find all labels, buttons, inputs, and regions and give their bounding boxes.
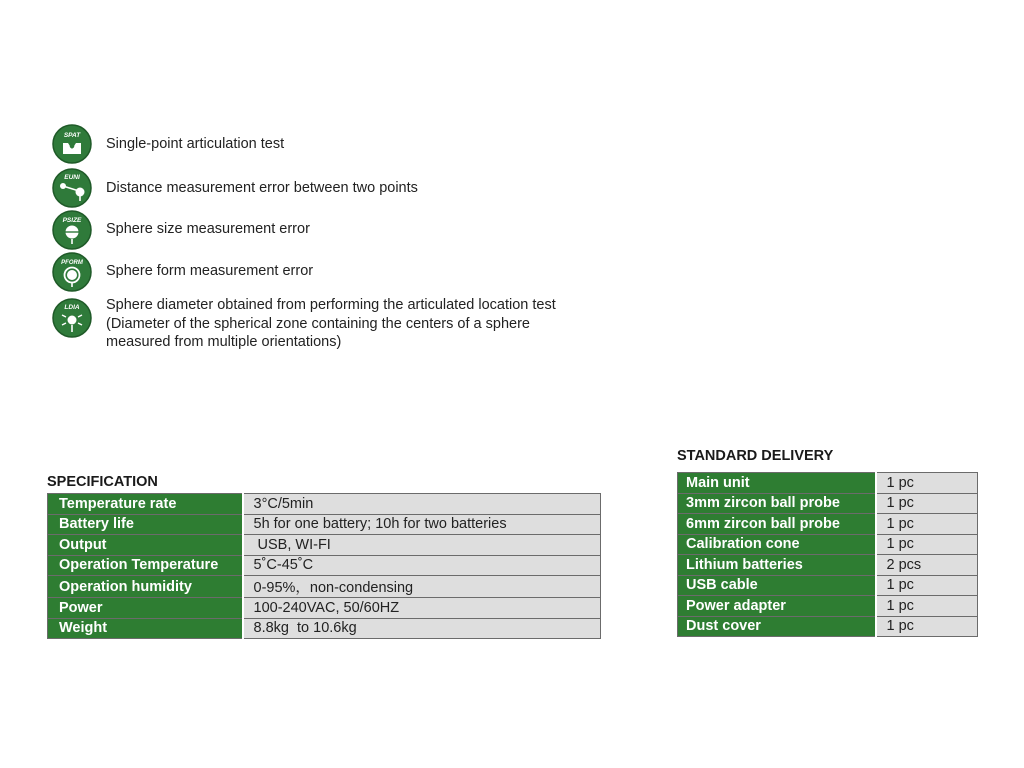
delivery-value: 1 pc: [876, 616, 978, 637]
spec-value: 100-240VAC, 50/60HZ: [243, 598, 601, 619]
svg-text:LDIA: LDIA: [64, 304, 80, 311]
spec-value: 5˚C-45˚C: [243, 555, 601, 576]
delivery-value: 2 pcs: [876, 555, 978, 576]
table-row: [678, 575, 978, 596]
svg-text:SPAT: SPAT: [63, 132, 81, 139]
table-row: [678, 493, 978, 514]
spec-label: Output: [48, 535, 243, 556]
delivery-title: STANDARD DELIVERY: [677, 448, 834, 464]
delivery-value: 1 pc: [876, 575, 978, 596]
delivery-value: 1 pc: [876, 473, 978, 494]
svg-text:PSIZE: PSIZE: [62, 217, 82, 224]
table-row: [48, 514, 601, 535]
delivery-label: Dust cover: [678, 616, 876, 637]
ldia-icon: [52, 298, 92, 338]
delivery-value: 1 pc: [876, 514, 978, 535]
table-row: [678, 514, 978, 535]
delivery-label: Calibration cone: [678, 534, 876, 555]
spec-label: Weight: [48, 618, 243, 639]
table-row: [48, 535, 601, 556]
specification-title: SPECIFICATION: [47, 474, 158, 490]
spec-value: 0-95%，non-condensing: [243, 576, 601, 598]
svg-text:EUNI: EUNI: [64, 174, 80, 181]
legend-text: Sphere form measurement error: [106, 263, 314, 279]
table-row: [678, 596, 978, 617]
spec-value: 8.8kg to 10.6kg: [243, 618, 601, 639]
delivery-table: [677, 472, 978, 637]
table-row: [48, 555, 601, 576]
pform-icon: [52, 252, 92, 292]
delivery-value: 1 pc: [876, 493, 978, 514]
spec-value: USB, WI-FI: [243, 535, 601, 556]
spec-label: Operation humidity: [48, 576, 243, 598]
table-row: [48, 618, 601, 639]
svg-text:PFORM: PFORM: [61, 260, 83, 266]
delivery-label: USB cable: [678, 575, 876, 596]
delivery-label: Main unit: [678, 473, 876, 494]
delivery-label: Power adapter: [678, 596, 876, 617]
legend-text: Distance measurement error between two points: [106, 180, 418, 196]
psize-icon: [52, 210, 92, 250]
spat-icon: [52, 124, 92, 164]
spec-label: Operation Temperature: [48, 555, 243, 576]
delivery-label: 3mm zircon ball probe: [678, 493, 876, 514]
table-row: [48, 494, 601, 515]
table-row: [48, 598, 601, 619]
delivery-label: Lithium batteries: [678, 555, 876, 576]
delivery-value: 1 pc: [876, 596, 978, 617]
delivery-value: 1 pc: [876, 534, 978, 555]
euni-icon: [52, 168, 92, 208]
spec-label: Power: [48, 598, 243, 619]
table-row: [678, 534, 978, 555]
spec-label: Battery life: [48, 514, 243, 535]
spec-value: 3°C/5min: [243, 494, 601, 515]
table-row: [678, 555, 978, 576]
legend-text: Sphere size measurement error: [106, 221, 310, 237]
spec-label: Temperature rate: [48, 494, 243, 515]
specification-table: [47, 493, 601, 639]
delivery-label: 6mm zircon ball probe: [678, 514, 876, 535]
legend-text: Single-point articulation test: [106, 136, 285, 152]
table-row: [678, 473, 978, 494]
table-row: [48, 576, 601, 598]
legend-text: Sphere diameter obtained from performing the articulated location test (Diameter of the spherical zone containing the centers of a sphere measured from multiple orientations): [106, 297, 556, 350]
spec-value: 5h for one battery; 10h for two batteries: [243, 514, 601, 535]
table-row: [678, 616, 978, 637]
